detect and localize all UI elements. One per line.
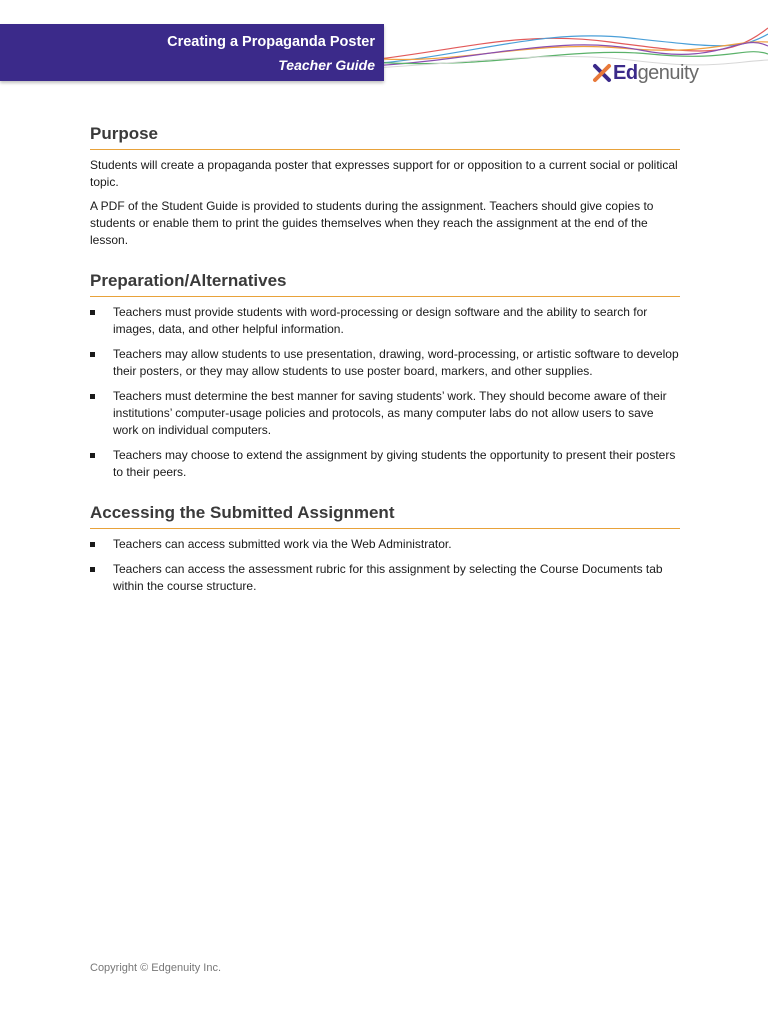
- square-bullet-icon: [90, 542, 95, 547]
- list-item-text: Teachers may allow students to use presentation, drawing, word-processing, or artistic software to develop their posters, or they may allow students to use poster board, markers, and other supplies.: [113, 347, 679, 378]
- list-item-text: Teachers may choose to extend the assignment by giving students the opportunity to present their posters to their peers.: [113, 448, 676, 479]
- list-item: [90, 536, 680, 553]
- square-bullet-icon: [90, 453, 95, 458]
- square-bullet-icon: [90, 352, 95, 357]
- section-preparation-alternatives: [90, 271, 680, 481]
- list-item-text: Teachers must provide students with word-processing or design software and the ability to search for images, data, and other helpful information.: [113, 305, 648, 336]
- logo-wordmark: [613, 62, 699, 85]
- list-item-text: Teachers can access the assessment rubric for this assignment by selecting the Course Documents tab within the course structure.: [113, 562, 663, 593]
- document-title: Creating a Propaganda Poster: [167, 34, 375, 50]
- bullet-list: [90, 536, 680, 595]
- bullet-list: [90, 304, 680, 481]
- document-subtitle: Teacher Guide: [278, 57, 375, 73]
- decorative-swoosh-lines: [370, 20, 768, 80]
- section-purpose: [90, 124, 680, 249]
- section-heading: Preparation/Alternatives: [90, 271, 680, 297]
- logo-wordmark-rest: genuity: [637, 61, 699, 84]
- list-item: [90, 447, 680, 481]
- document-body: [90, 124, 680, 617]
- list-item: [90, 304, 680, 338]
- paragraph: Students will create a propaganda poster that expresses support for or opposition to a current social or political topic.: [90, 158, 678, 189]
- list-item-text: Teachers can access submitted work via the Web Administrator.: [113, 537, 452, 551]
- square-bullet-icon: [90, 394, 95, 399]
- section-accessing-submitted-assignment: [90, 503, 680, 595]
- section-heading: Accessing the Submitted Assignment: [90, 503, 680, 529]
- paragraph: A PDF of the Student Guide is provided to students during the assignment. Teachers should give copies to students or enable them to print the guides themselves when they reach the assignment at the end of the lesson.: [90, 199, 654, 247]
- edgenuity-logo: [592, 58, 699, 88]
- list-item-text: Teachers must determine the best manner for saving students’ work. They should become aware of their institutions’ computer-usage policies and protocols, as many computer labs do not allow users to save work on individual computers.: [113, 389, 667, 437]
- copyright-footer: Copyright © Edgenuity Inc.: [90, 962, 222, 974]
- square-bullet-icon: [90, 310, 95, 315]
- logo-wordmark-bold: Ed: [613, 61, 638, 84]
- edgenuity-x-icon: [592, 63, 612, 83]
- list-item: [90, 346, 680, 380]
- square-bullet-icon: [90, 567, 95, 572]
- section-heading: Purpose: [90, 124, 680, 150]
- list-item: [90, 388, 680, 439]
- list-item: [90, 561, 680, 595]
- header-band: [0, 24, 384, 81]
